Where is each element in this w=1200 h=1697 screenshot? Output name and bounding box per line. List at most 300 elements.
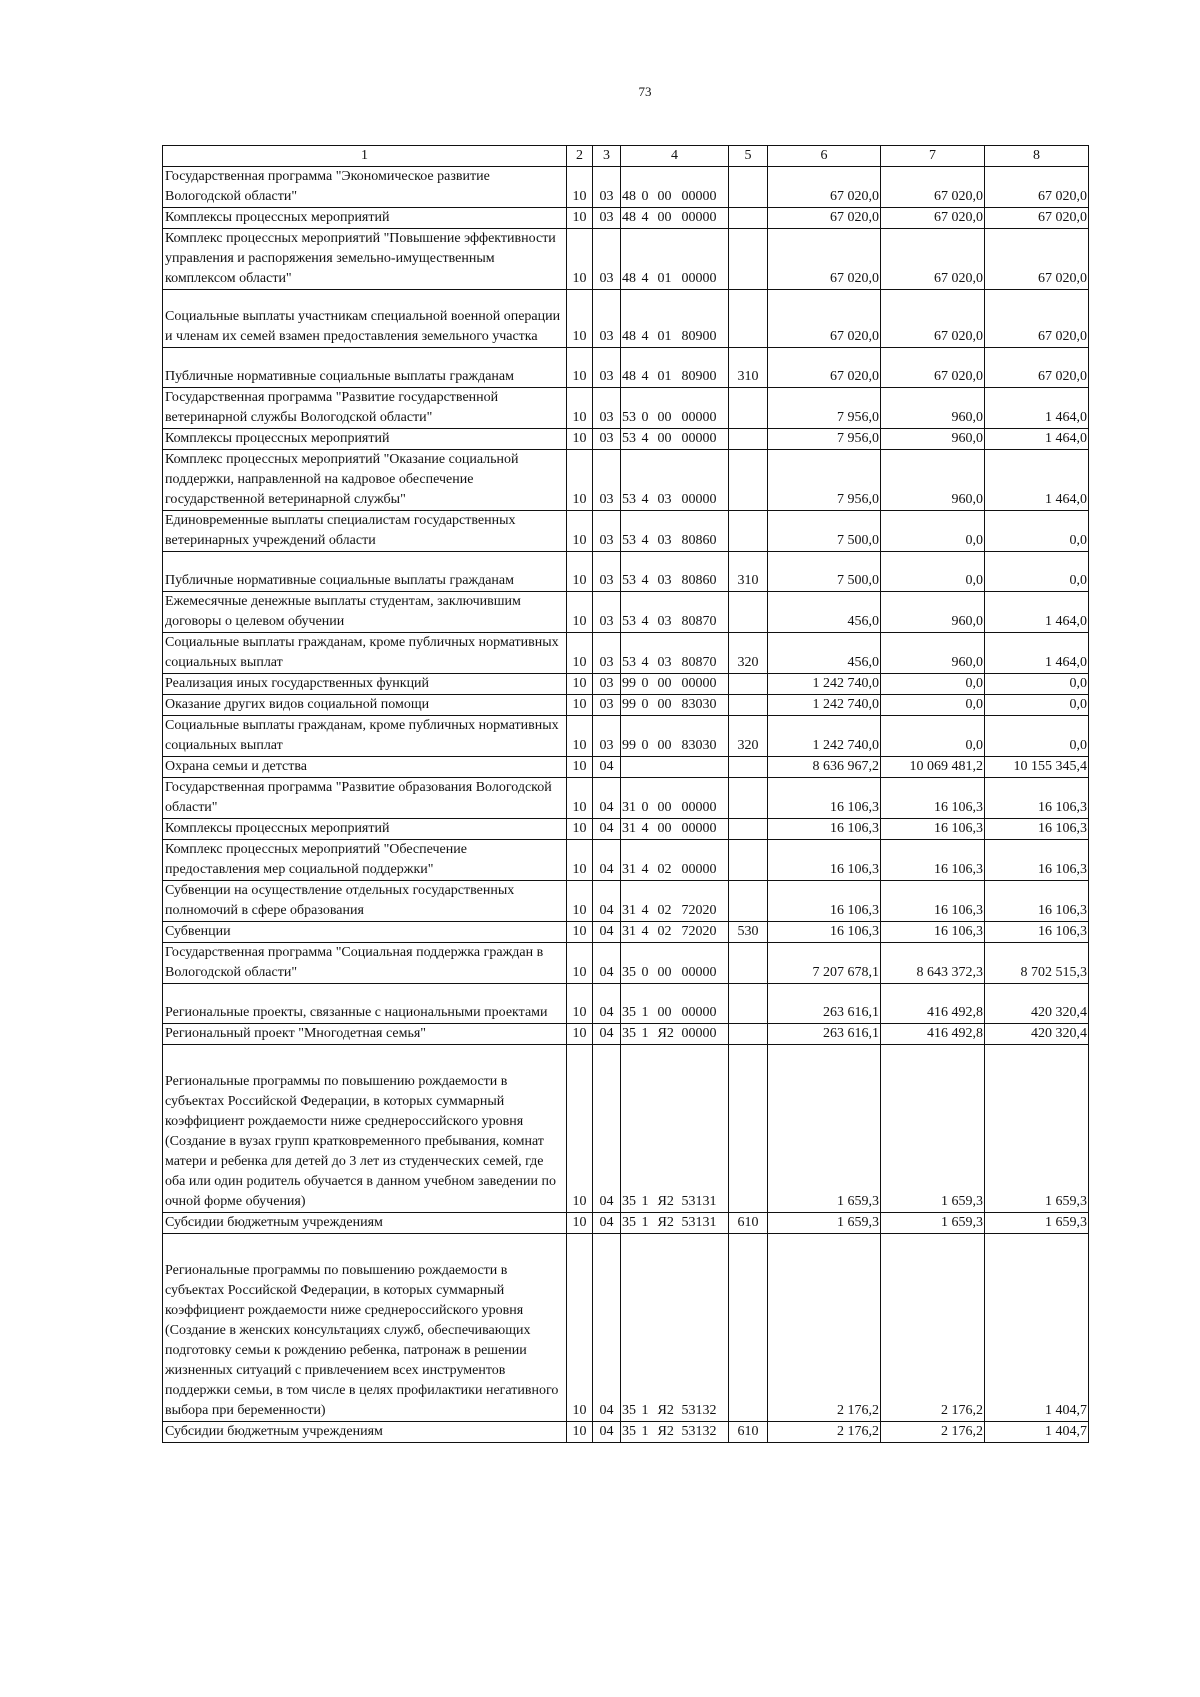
row-amount-year1: 7 956,0 bbox=[768, 450, 881, 511]
row-section: 10 bbox=[567, 429, 593, 450]
row-code-complex: 00 bbox=[657, 388, 681, 429]
row-amount-year1: 67 020,0 bbox=[768, 348, 881, 388]
row-code-program: 53 bbox=[621, 592, 641, 633]
table-row bbox=[163, 819, 1089, 840]
row-amount-year3: 16 106,3 bbox=[985, 881, 1089, 922]
row-code-direction: 00000 bbox=[681, 208, 729, 229]
row-amount-year2: 67 020,0 bbox=[881, 229, 985, 290]
row-code-complex: Я2 bbox=[657, 1213, 681, 1234]
row-code-direction: 00000 bbox=[681, 819, 729, 840]
table-row bbox=[163, 633, 1089, 674]
row-amount-year1: 1 242 740,0 bbox=[768, 695, 881, 716]
row-section: 10 bbox=[567, 592, 593, 633]
row-expense-type bbox=[729, 984, 768, 1024]
row-amount-year1: 67 020,0 bbox=[768, 208, 881, 229]
row-code-type: 4 bbox=[641, 450, 657, 511]
row-amount-year3: 1 464,0 bbox=[985, 633, 1089, 674]
row-amount-year1: 2 176,2 bbox=[768, 1234, 881, 1422]
row-code-program: 31 bbox=[621, 778, 641, 819]
row-subsection: 03 bbox=[593, 552, 621, 592]
row-name: Комплекс процессных мероприятий "Повышение эффективности управления и распоряжения земельно-имущественным комплексом области" bbox=[163, 229, 567, 290]
row-code-complex: 00 bbox=[657, 695, 681, 716]
row-expense-type bbox=[729, 167, 768, 208]
row-amount-year2: 0,0 bbox=[881, 674, 985, 695]
row-section: 10 bbox=[567, 290, 593, 348]
table-row bbox=[163, 388, 1089, 429]
header-col-3: 3 bbox=[593, 146, 621, 167]
row-code-program: 48 bbox=[621, 348, 641, 388]
table-row bbox=[163, 778, 1089, 819]
row-amount-year2: 67 020,0 bbox=[881, 208, 985, 229]
table-body bbox=[163, 167, 1089, 1443]
row-amount-year3: 1 659,3 bbox=[985, 1213, 1089, 1234]
row-expense-type bbox=[729, 290, 768, 348]
row-amount-year1: 67 020,0 bbox=[768, 229, 881, 290]
row-code-program: 53 bbox=[621, 388, 641, 429]
table-row bbox=[163, 592, 1089, 633]
row-code-direction: 53132 bbox=[681, 1234, 729, 1422]
row-amount-year1: 7 500,0 bbox=[768, 552, 881, 592]
row-code-type: 4 bbox=[641, 633, 657, 674]
row-code-type: 0 bbox=[641, 778, 657, 819]
row-subsection: 03 bbox=[593, 592, 621, 633]
row-expense-type: 320 bbox=[729, 716, 768, 757]
table-row bbox=[163, 167, 1089, 208]
row-subsection: 04 bbox=[593, 1422, 621, 1443]
row-amount-year2: 67 020,0 bbox=[881, 348, 985, 388]
row-expense-type bbox=[729, 229, 768, 290]
table-row bbox=[163, 450, 1089, 511]
row-code-complex: 00 bbox=[657, 167, 681, 208]
row-code-complex: 00 bbox=[657, 716, 681, 757]
row-subsection: 03 bbox=[593, 229, 621, 290]
row-amount-year2: 16 106,3 bbox=[881, 840, 985, 881]
row-code-direction: 00000 bbox=[681, 229, 729, 290]
row-code-complex: 03 bbox=[657, 450, 681, 511]
row-amount-year3: 67 020,0 bbox=[985, 208, 1089, 229]
row-name: Региональные проекты, связанные с национальными проектами bbox=[163, 984, 567, 1024]
row-code-type: 1 bbox=[641, 1234, 657, 1422]
row-amount-year3: 1 464,0 bbox=[985, 450, 1089, 511]
row-expense-type bbox=[729, 674, 768, 695]
table-row bbox=[163, 840, 1089, 881]
row-subsection: 03 bbox=[593, 208, 621, 229]
row-name: Субвенции на осуществление отдельных государственных полномочий в сфере образования bbox=[163, 881, 567, 922]
row-code-program: 35 bbox=[621, 943, 641, 984]
table-row bbox=[163, 429, 1089, 450]
row-expense-type bbox=[729, 840, 768, 881]
row-name: Комплексы процессных мероприятий bbox=[163, 208, 567, 229]
row-amount-year2: 16 106,3 bbox=[881, 778, 985, 819]
row-expense-type bbox=[729, 429, 768, 450]
row-expense-type: 310 bbox=[729, 552, 768, 592]
row-section: 10 bbox=[567, 943, 593, 984]
table-row bbox=[163, 348, 1089, 388]
row-code-program: 53 bbox=[621, 429, 641, 450]
row-amount-year1: 7 207 678,1 bbox=[768, 943, 881, 984]
row-code-type: 4 bbox=[641, 592, 657, 633]
row-subsection: 03 bbox=[593, 450, 621, 511]
row-amount-year2: 16 106,3 bbox=[881, 922, 985, 943]
row-section: 10 bbox=[567, 511, 593, 552]
row-code-type: 4 bbox=[641, 348, 657, 388]
row-code-direction: 80860 bbox=[681, 552, 729, 592]
row-code-complex: 00 bbox=[657, 984, 681, 1024]
row-code-complex: 02 bbox=[657, 840, 681, 881]
row-amount-year2: 2 176,2 bbox=[881, 1422, 985, 1443]
row-amount-year2: 67 020,0 bbox=[881, 167, 985, 208]
row-code-complex: 03 bbox=[657, 592, 681, 633]
row-amount-year1: 16 106,3 bbox=[768, 840, 881, 881]
table-row bbox=[163, 1024, 1089, 1045]
row-amount-year3: 67 020,0 bbox=[985, 348, 1089, 388]
row-amount-year1: 456,0 bbox=[768, 633, 881, 674]
row-code-type: 1 bbox=[641, 1422, 657, 1443]
row-code-complex: 00 bbox=[657, 674, 681, 695]
row-name: Комплексы процессных мероприятий bbox=[163, 819, 567, 840]
budget-table bbox=[162, 145, 1089, 1443]
row-subsection: 03 bbox=[593, 695, 621, 716]
row-section: 10 bbox=[567, 922, 593, 943]
header-col-4: 4 bbox=[621, 146, 729, 167]
row-section: 10 bbox=[567, 716, 593, 757]
row-amount-year3: 67 020,0 bbox=[985, 290, 1089, 348]
row-code-type: 4 bbox=[641, 511, 657, 552]
row-code-type: 4 bbox=[641, 429, 657, 450]
row-section: 10 bbox=[567, 552, 593, 592]
row-expense-type: 610 bbox=[729, 1422, 768, 1443]
row-code-complex: Я2 bbox=[657, 1234, 681, 1422]
table-row bbox=[163, 290, 1089, 348]
row-name: Субсидии бюджетным учреждениям bbox=[163, 1213, 567, 1234]
row-code-direction: 00000 bbox=[681, 1024, 729, 1045]
table-row bbox=[163, 881, 1089, 922]
row-expense-type bbox=[729, 592, 768, 633]
row-expense-type bbox=[729, 1045, 768, 1213]
row-subsection: 03 bbox=[593, 674, 621, 695]
row-amount-year1: 7 956,0 bbox=[768, 429, 881, 450]
row-name: Субвенции bbox=[163, 922, 567, 943]
row-amount-year3: 8 702 515,3 bbox=[985, 943, 1089, 984]
row-name: Ежемесячные денежные выплаты студентам, заключившим договоры о целевом обучении bbox=[163, 592, 567, 633]
row-section: 10 bbox=[567, 633, 593, 674]
row-amount-year2: 0,0 bbox=[881, 552, 985, 592]
row-amount-year3: 16 106,3 bbox=[985, 778, 1089, 819]
row-amount-year1: 67 020,0 bbox=[768, 167, 881, 208]
row-code-type: 4 bbox=[641, 881, 657, 922]
row-section: 10 bbox=[567, 984, 593, 1024]
row-subsection: 04 bbox=[593, 1024, 621, 1045]
header-col-2: 2 bbox=[567, 146, 593, 167]
row-section: 10 bbox=[567, 778, 593, 819]
row-code-type: 0 bbox=[641, 716, 657, 757]
row-code-direction: 72020 bbox=[681, 881, 729, 922]
row-code-type: 0 bbox=[641, 674, 657, 695]
row-code-program: 48 bbox=[621, 167, 641, 208]
row-code-program: 99 bbox=[621, 695, 641, 716]
row-section: 10 bbox=[567, 757, 593, 778]
row-subsection: 03 bbox=[593, 511, 621, 552]
row-code-type: 4 bbox=[641, 840, 657, 881]
row-amount-year3: 10 155 345,4 bbox=[985, 757, 1089, 778]
row-expense-type bbox=[729, 388, 768, 429]
table-row bbox=[163, 229, 1089, 290]
row-amount-year1: 67 020,0 bbox=[768, 290, 881, 348]
row-name: Региональные программы по повышению рождаемости в субъектах Российской Федерации, в которых суммарный коэффициент рождаемости ниже среднероссийского уровня (Создание в вузах групп кратковременного пребывания, комнат матери и ребенка для детей до 3 лет из студенческих семей, где оба или один родитель обучается в данном учебном заведении по очной форме обучения) bbox=[163, 1045, 567, 1213]
row-name: Социальные выплаты гражданам, кроме публичных нормативных социальных выплат bbox=[163, 716, 567, 757]
table-row bbox=[163, 1422, 1089, 1443]
row-subsection: 04 bbox=[593, 1045, 621, 1213]
row-code-program: 35 bbox=[621, 1213, 641, 1234]
row-code-program: 99 bbox=[621, 716, 641, 757]
row-code-direction: 83030 bbox=[681, 695, 729, 716]
row-subsection: 04 bbox=[593, 757, 621, 778]
row-code-direction: 00000 bbox=[681, 167, 729, 208]
row-code-program: 31 bbox=[621, 819, 641, 840]
page-number: 73 bbox=[638, 84, 652, 99]
row-amount-year3: 16 106,3 bbox=[985, 819, 1089, 840]
row-code-program: 53 bbox=[621, 450, 641, 511]
row-amount-year2: 0,0 bbox=[881, 695, 985, 716]
row-amount-year2: 960,0 bbox=[881, 633, 985, 674]
row-amount-year3: 1 464,0 bbox=[985, 592, 1089, 633]
row-code-type: 1 bbox=[641, 984, 657, 1024]
row-section: 10 bbox=[567, 450, 593, 511]
row-code-complex: 00 bbox=[657, 819, 681, 840]
table-row bbox=[163, 757, 1089, 778]
row-section: 10 bbox=[567, 348, 593, 388]
row-section: 10 bbox=[567, 881, 593, 922]
row-expense-type bbox=[729, 208, 768, 229]
row-code-program: 48 bbox=[621, 229, 641, 290]
row-code-direction: 80860 bbox=[681, 511, 729, 552]
row-code-complex: 01 bbox=[657, 229, 681, 290]
row-code-direction: 72020 bbox=[681, 922, 729, 943]
row-code-direction: 83030 bbox=[681, 716, 729, 757]
row-code-program: 53 bbox=[621, 633, 641, 674]
row-code-type: 4 bbox=[641, 552, 657, 592]
row-code-direction: 80900 bbox=[681, 290, 729, 348]
row-code-direction: 80870 bbox=[681, 592, 729, 633]
row-name: Государственная программа "Развитие государственной ветеринарной службы Вологодской области" bbox=[163, 388, 567, 429]
row-code-complex: 01 bbox=[657, 290, 681, 348]
row-amount-year3: 0,0 bbox=[985, 511, 1089, 552]
row-amount-year1: 8 636 967,2 bbox=[768, 757, 881, 778]
row-code-direction: 00000 bbox=[681, 840, 729, 881]
row-name: Социальные выплаты участникам специальной военной операции и членам их семей взамен предоставления земельного участка bbox=[163, 290, 567, 348]
row-amount-year3: 67 020,0 bbox=[985, 167, 1089, 208]
row-code-type: 4 bbox=[641, 819, 657, 840]
row-code-type bbox=[641, 757, 657, 778]
row-name: Региональные программы по повышению рождаемости в субъектах Российской Федерации, в которых суммарный коэффициент рождаемости ниже среднероссийского уровня (Создание в женских консультациях служб, обеспечивающих подготовку семьи к рождению ребенка, патронаж в решении жизненных ситуаций с привлечением всех инструментов поддержки семьи, в том числе в целях профилактики негативного выбора при беременности) bbox=[163, 1234, 567, 1422]
row-section: 10 bbox=[567, 1234, 593, 1422]
row-code-program: 35 bbox=[621, 1024, 641, 1045]
row-amount-year2: 67 020,0 bbox=[881, 290, 985, 348]
row-code-type: 4 bbox=[641, 922, 657, 943]
row-code-direction: 00000 bbox=[681, 984, 729, 1024]
row-code-type: 0 bbox=[641, 388, 657, 429]
header-col-5: 5 bbox=[729, 146, 768, 167]
row-amount-year1: 1 242 740,0 bbox=[768, 716, 881, 757]
row-name: Государственная программа "Социальная поддержка граждан в Вологодской области" bbox=[163, 943, 567, 984]
row-name: Государственная программа "Экономическое развитие Вологодской области" bbox=[163, 167, 567, 208]
row-code-complex: 00 bbox=[657, 943, 681, 984]
row-code-complex: 02 bbox=[657, 922, 681, 943]
row-subsection: 04 bbox=[593, 922, 621, 943]
row-amount-year3: 420 320,4 bbox=[985, 984, 1089, 1024]
row-code-complex: 02 bbox=[657, 881, 681, 922]
row-name: Социальные выплаты гражданам, кроме публичных нормативных социальных выплат bbox=[163, 633, 567, 674]
row-amount-year2: 416 492,8 bbox=[881, 1024, 985, 1045]
row-code-complex: 00 bbox=[657, 208, 681, 229]
row-section: 10 bbox=[567, 208, 593, 229]
row-expense-type: 310 bbox=[729, 348, 768, 388]
row-section: 10 bbox=[567, 388, 593, 429]
row-amount-year3: 0,0 bbox=[985, 552, 1089, 592]
row-expense-type: 610 bbox=[729, 1213, 768, 1234]
row-amount-year1: 263 616,1 bbox=[768, 1024, 881, 1045]
row-code-type: 4 bbox=[641, 208, 657, 229]
header-col-6: 6 bbox=[768, 146, 881, 167]
row-code-complex: 01 bbox=[657, 348, 681, 388]
row-amount-year2: 8 643 372,3 bbox=[881, 943, 985, 984]
row-amount-year2: 1 659,3 bbox=[881, 1045, 985, 1213]
row-amount-year2: 960,0 bbox=[881, 592, 985, 633]
row-code-program: 53 bbox=[621, 552, 641, 592]
row-code-type: 1 bbox=[641, 1024, 657, 1045]
row-amount-year1: 1 659,3 bbox=[768, 1213, 881, 1234]
row-amount-year2: 2 176,2 bbox=[881, 1234, 985, 1422]
row-code-complex: 03 bbox=[657, 552, 681, 592]
row-name: Публичные нормативные социальные выплаты гражданам bbox=[163, 552, 567, 592]
row-amount-year2: 0,0 bbox=[881, 511, 985, 552]
row-code-type: 0 bbox=[641, 167, 657, 208]
row-amount-year3: 0,0 bbox=[985, 716, 1089, 757]
row-name: Субсидии бюджетным учреждениям bbox=[163, 1422, 567, 1443]
row-amount-year1: 1 659,3 bbox=[768, 1045, 881, 1213]
row-subsection: 03 bbox=[593, 388, 621, 429]
row-code-program: 35 bbox=[621, 1045, 641, 1213]
row-expense-type bbox=[729, 819, 768, 840]
row-amount-year2: 960,0 bbox=[881, 388, 985, 429]
row-code-type: 4 bbox=[641, 229, 657, 290]
row-code-complex: 03 bbox=[657, 511, 681, 552]
table-row bbox=[163, 984, 1089, 1024]
row-amount-year1: 456,0 bbox=[768, 592, 881, 633]
row-code-complex: 03 bbox=[657, 633, 681, 674]
row-section: 10 bbox=[567, 819, 593, 840]
row-amount-year1: 2 176,2 bbox=[768, 1422, 881, 1443]
row-name: Комплексы процессных мероприятий bbox=[163, 429, 567, 450]
row-code-program: 48 bbox=[621, 208, 641, 229]
header-col-1: 1 bbox=[163, 146, 567, 167]
header-row bbox=[163, 146, 1089, 167]
table-row bbox=[163, 695, 1089, 716]
row-code-program: 31 bbox=[621, 840, 641, 881]
row-code-direction bbox=[681, 757, 729, 778]
row-subsection: 04 bbox=[593, 840, 621, 881]
row-code-program: 35 bbox=[621, 1422, 641, 1443]
row-name: Реализация иных государственных функций bbox=[163, 674, 567, 695]
row-amount-year3: 1 659,3 bbox=[985, 1045, 1089, 1213]
table-row bbox=[163, 716, 1089, 757]
row-subsection: 04 bbox=[593, 881, 621, 922]
row-code-complex: 00 bbox=[657, 778, 681, 819]
row-code-type: 0 bbox=[641, 943, 657, 984]
row-amount-year1: 263 616,1 bbox=[768, 984, 881, 1024]
row-subsection: 04 bbox=[593, 1213, 621, 1234]
row-amount-year3: 16 106,3 bbox=[985, 840, 1089, 881]
row-expense-type bbox=[729, 943, 768, 984]
row-amount-year2: 16 106,3 bbox=[881, 881, 985, 922]
row-code-complex: 00 bbox=[657, 429, 681, 450]
row-amount-year3: 1 404,7 bbox=[985, 1422, 1089, 1443]
row-amount-year3: 1 464,0 bbox=[985, 388, 1089, 429]
row-amount-year3: 0,0 bbox=[985, 695, 1089, 716]
row-name: Комплекс процессных мероприятий "Обеспечение предоставления мер социальной поддержки" bbox=[163, 840, 567, 881]
row-expense-type: 320 bbox=[729, 633, 768, 674]
row-expense-type bbox=[729, 1234, 768, 1422]
row-code-direction: 53131 bbox=[681, 1045, 729, 1213]
row-section: 10 bbox=[567, 229, 593, 290]
row-code-type: 0 bbox=[641, 695, 657, 716]
row-subsection: 04 bbox=[593, 1234, 621, 1422]
row-code-program: 48 bbox=[621, 290, 641, 348]
row-code-direction: 00000 bbox=[681, 450, 729, 511]
row-amount-year1: 7 500,0 bbox=[768, 511, 881, 552]
row-name: Охрана семьи и детства bbox=[163, 757, 567, 778]
row-name: Публичные нормативные социальные выплаты гражданам bbox=[163, 348, 567, 388]
row-section: 10 bbox=[567, 1024, 593, 1045]
row-code-direction: 53131 bbox=[681, 1213, 729, 1234]
row-section: 10 bbox=[567, 1422, 593, 1443]
row-section: 10 bbox=[567, 695, 593, 716]
row-amount-year1: 7 956,0 bbox=[768, 388, 881, 429]
row-amount-year3: 420 320,4 bbox=[985, 1024, 1089, 1045]
row-code-direction: 00000 bbox=[681, 674, 729, 695]
row-subsection: 04 bbox=[593, 943, 621, 984]
row-section: 10 bbox=[567, 167, 593, 208]
row-code-program: 31 bbox=[621, 881, 641, 922]
row-subsection: 03 bbox=[593, 716, 621, 757]
row-expense-type bbox=[729, 511, 768, 552]
row-code-direction: 80870 bbox=[681, 633, 729, 674]
row-code-direction: 00000 bbox=[681, 388, 729, 429]
row-code-direction: 80900 bbox=[681, 348, 729, 388]
row-section: 10 bbox=[567, 674, 593, 695]
table-row bbox=[163, 552, 1089, 592]
row-subsection: 03 bbox=[593, 429, 621, 450]
row-amount-year1: 16 106,3 bbox=[768, 819, 881, 840]
row-amount-year2: 10 069 481,2 bbox=[881, 757, 985, 778]
row-amount-year2: 416 492,8 bbox=[881, 984, 985, 1024]
table-row bbox=[163, 511, 1089, 552]
row-code-type: 1 bbox=[641, 1213, 657, 1234]
row-expense-type bbox=[729, 695, 768, 716]
row-amount-year3: 16 106,3 bbox=[985, 922, 1089, 943]
table-row bbox=[163, 1234, 1089, 1422]
row-name: Государственная программа "Развитие образования Вологодской области" bbox=[163, 778, 567, 819]
row-expense-type bbox=[729, 778, 768, 819]
row-expense-type: 530 bbox=[729, 922, 768, 943]
row-name: Единовременные выплаты специалистам государственных ветеринарных учреждений области bbox=[163, 511, 567, 552]
header-col-7: 7 bbox=[881, 146, 985, 167]
table-row bbox=[163, 674, 1089, 695]
row-code-complex: Я2 bbox=[657, 1024, 681, 1045]
row-amount-year1: 16 106,3 bbox=[768, 922, 881, 943]
row-amount-year3: 1 404,7 bbox=[985, 1234, 1089, 1422]
row-code-type: 1 bbox=[641, 1045, 657, 1213]
